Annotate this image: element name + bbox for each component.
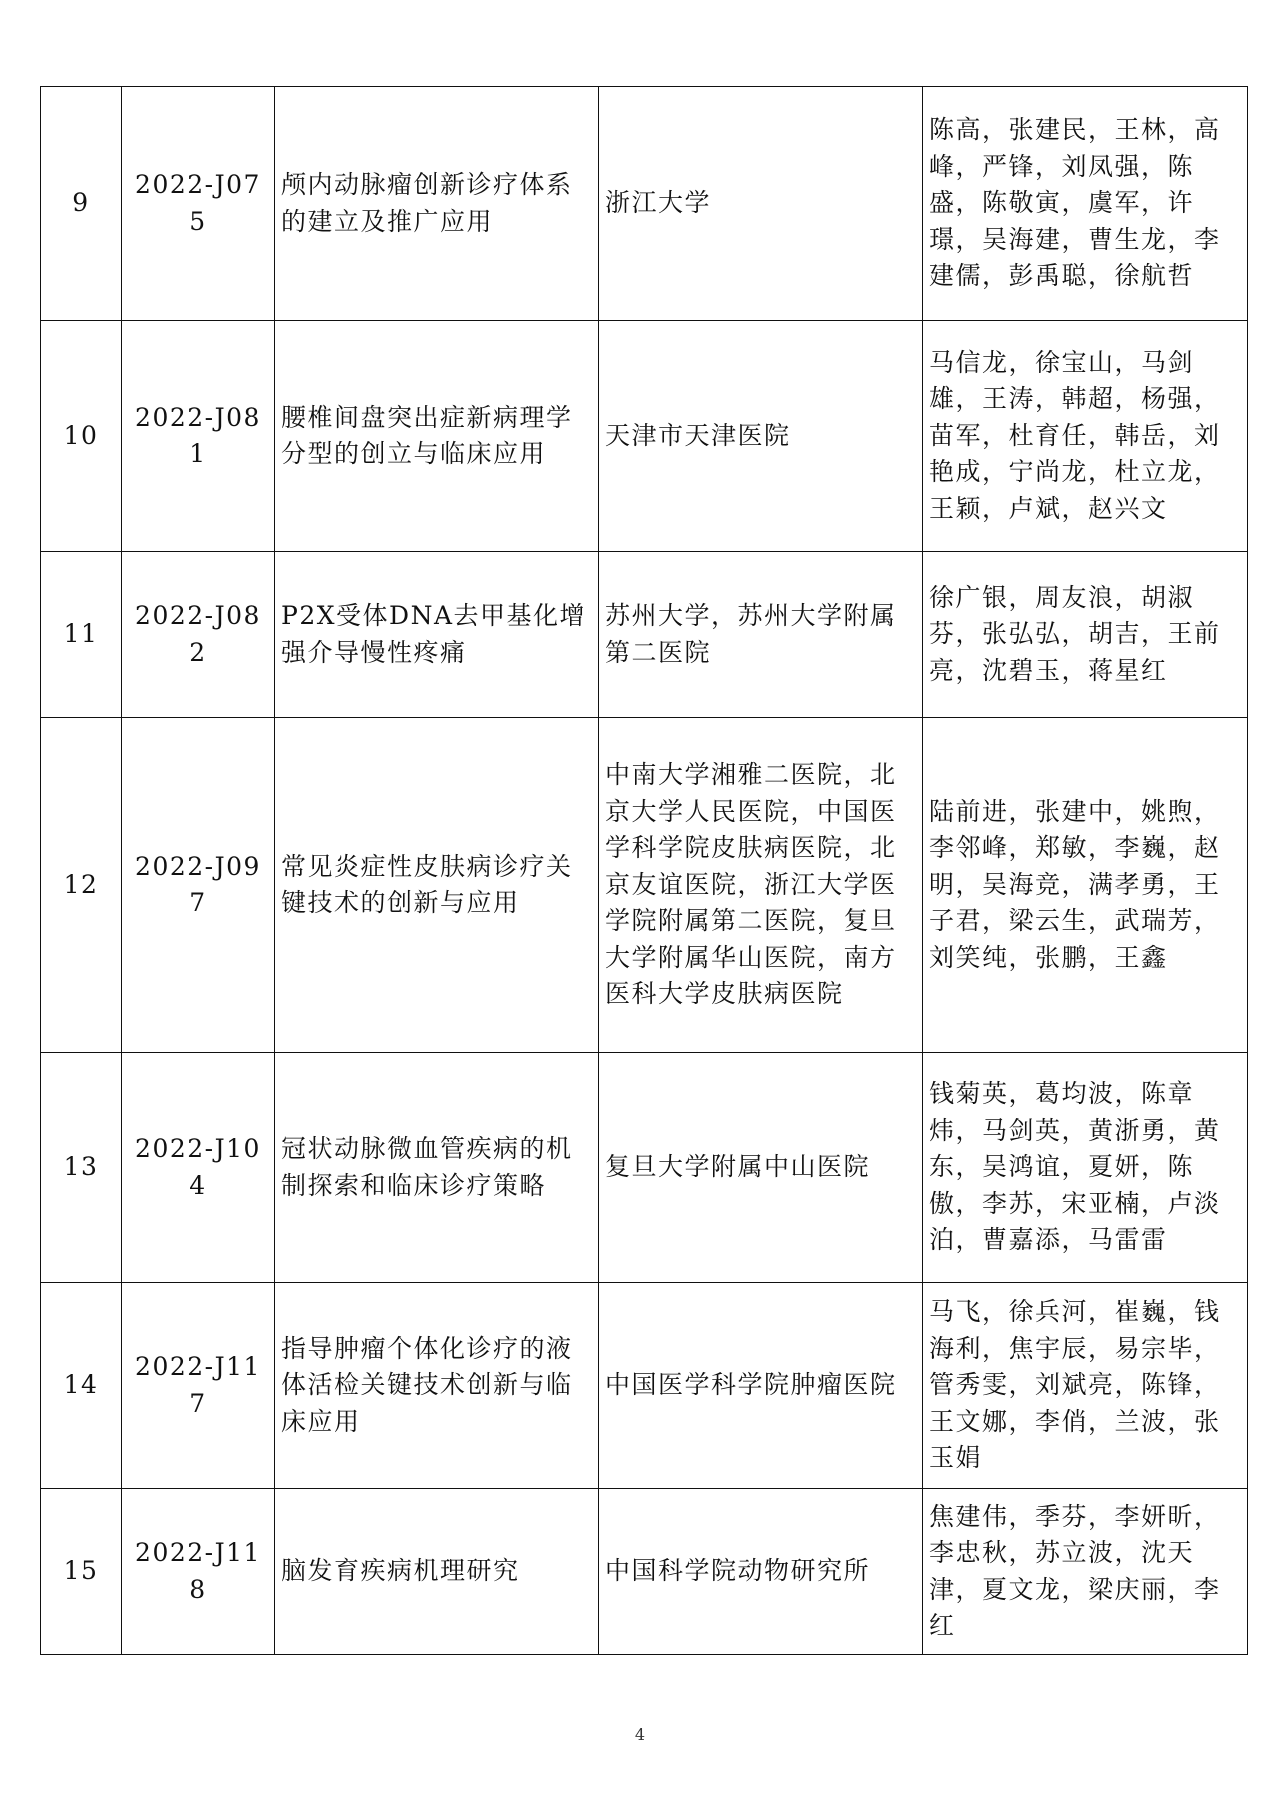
project-code: 2022-J081 bbox=[122, 321, 275, 552]
row-number: 13 bbox=[41, 1053, 122, 1283]
award-table-body bbox=[41, 87, 1248, 1655]
table-row bbox=[41, 1489, 1248, 1655]
completing-persons: 钱菊英，葛均波，陈章炜，马剑英，黄浙勇，黄东，吴鸿谊，夏妍，陈傲，李苏，宋亚楠，卢淡泊，曹嘉添，马雷雷 bbox=[923, 1053, 1248, 1283]
row-number: 12 bbox=[41, 718, 122, 1053]
completing-organization: 中国医学科学院肿瘤医院 bbox=[599, 1283, 923, 1489]
row-number: 9 bbox=[41, 87, 122, 321]
project-title: P2X受体DNA去甲基化增强介导慢性疼痛 bbox=[275, 552, 599, 718]
completing-organization: 浙江大学 bbox=[599, 87, 923, 321]
table-row bbox=[41, 718, 1248, 1053]
table-row bbox=[41, 1283, 1248, 1489]
project-title: 冠状动脉微血管疾病的机制探索和临床诊疗策略 bbox=[275, 1053, 599, 1283]
project-title: 颅内动脉瘤创新诊疗体系的建立及推广应用 bbox=[275, 87, 599, 321]
project-title: 指导肿瘤个体化诊疗的液体活检关键技术创新与临床应用 bbox=[275, 1283, 599, 1489]
project-title: 常见炎症性皮肤病诊疗关键技术的创新与应用 bbox=[275, 718, 599, 1053]
project-title: 腰椎间盘突出症新病理学分型的创立与临床应用 bbox=[275, 321, 599, 552]
completing-persons: 陆前进，张建中，姚煦，李邻峰，郑敏，李巍，赵明，吴海竞，满孝勇，王子君，梁云生，武瑞芳，刘笑纯，张鹏，王鑫 bbox=[923, 718, 1248, 1053]
completing-persons: 焦建伟，季芬，李妍昕，李忠秋，苏立波，沈天津，夏文龙，梁庆丽，李红 bbox=[923, 1489, 1248, 1655]
table-row bbox=[41, 321, 1248, 552]
project-code: 2022-J097 bbox=[122, 718, 275, 1053]
row-number: 15 bbox=[41, 1489, 122, 1655]
completing-organization: 苏州大学，苏州大学附属第二医院 bbox=[599, 552, 923, 718]
table-row bbox=[41, 1053, 1248, 1283]
table-row bbox=[41, 552, 1248, 718]
row-number: 14 bbox=[41, 1283, 122, 1489]
completing-organization: 天津市天津医院 bbox=[599, 321, 923, 552]
row-number: 10 bbox=[41, 321, 122, 552]
completing-organization: 中南大学湘雅二医院，北京大学人民医院，中国医学科学院皮肤病医院，北京友谊医院，浙江大学医学院附属第二医院，复旦大学附属华山医院，南方医科大学皮肤病医院 bbox=[599, 718, 923, 1053]
completing-persons: 徐广银，周友浪，胡淑芬，张弘弘，胡吉，王前亮，沈碧玉，蒋星红 bbox=[923, 552, 1248, 718]
project-title: 脑发育疾病机理研究 bbox=[275, 1489, 599, 1655]
table-row bbox=[41, 87, 1248, 321]
award-list-table bbox=[40, 86, 1248, 1655]
page-number: 4 bbox=[634, 1725, 646, 1744]
completing-organization: 复旦大学附属中山医院 bbox=[599, 1053, 923, 1283]
completing-persons: 陈高，张建民，王林，高峰，严锋，刘凤强，陈盛，陈敬寅，虞军，许璟，吴海建，曹生龙，李建儒，彭禹聪，徐航哲 bbox=[923, 87, 1248, 321]
project-code: 2022-J117 bbox=[122, 1283, 275, 1489]
project-code: 2022-J118 bbox=[122, 1489, 275, 1655]
project-code: 2022-J104 bbox=[122, 1053, 275, 1283]
project-code: 2022-J075 bbox=[122, 87, 275, 321]
completing-persons: 马信龙，徐宝山，马剑雄，王涛，韩超，杨强，苗军，杜育任，韩岳，刘艳成，宁尚龙，杜立龙，王颖，卢斌，赵兴文 bbox=[923, 321, 1248, 552]
project-code: 2022-J082 bbox=[122, 552, 275, 718]
completing-organization: 中国科学院动物研究所 bbox=[599, 1489, 923, 1655]
row-number: 11 bbox=[41, 552, 122, 718]
completing-persons: 马飞，徐兵河，崔巍，钱海利，焦宇辰，易宗毕，管秀雯，刘斌亮，陈锋，王文娜，李俏，兰波，张玉娟 bbox=[923, 1283, 1248, 1489]
